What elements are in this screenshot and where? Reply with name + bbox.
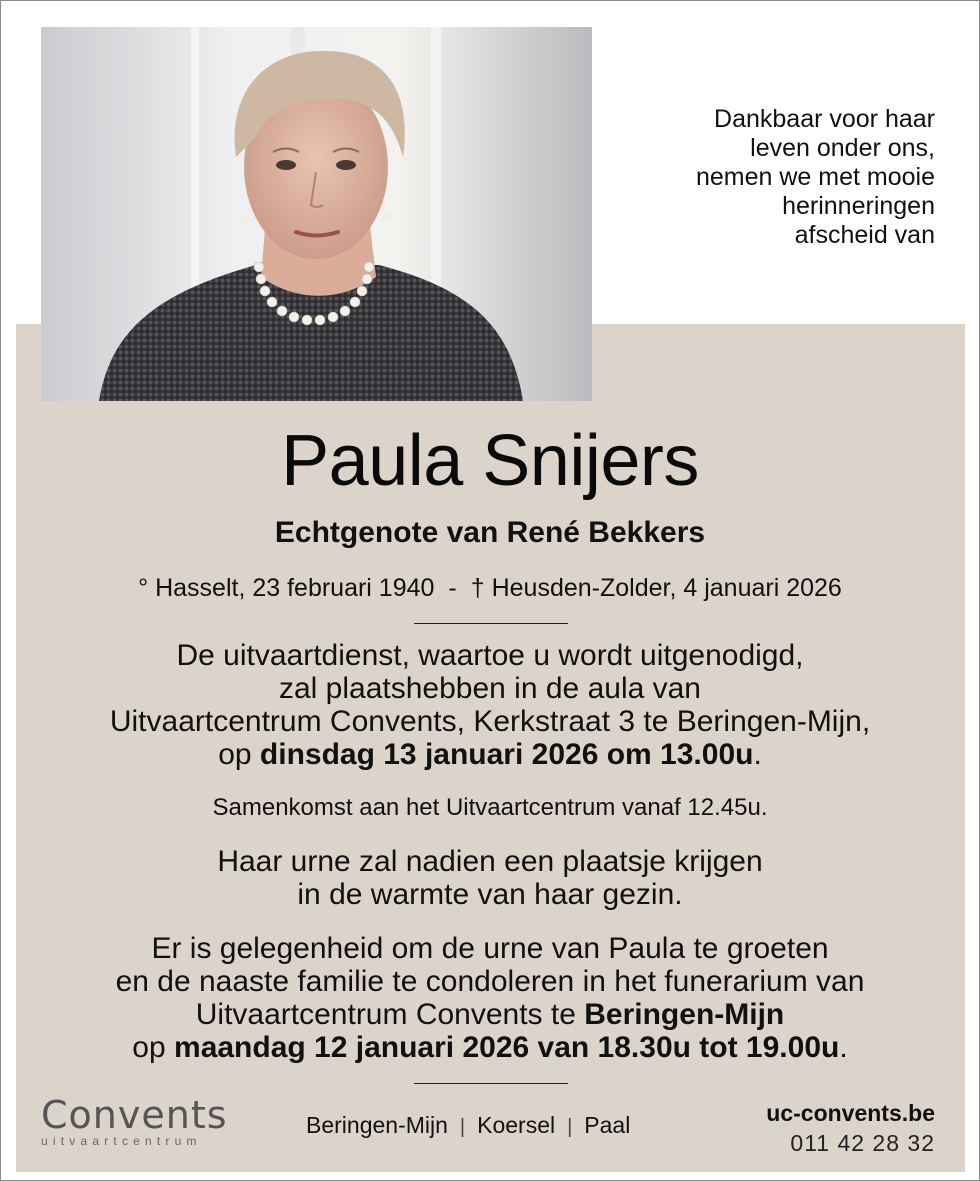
death-date: † Heusden-Zolder, 4 januari 2026 (470, 574, 842, 602)
service-prefix: op (218, 738, 260, 771)
divider-bottom (414, 1083, 568, 1084)
quote-line: herinneringen (782, 192, 935, 220)
visitation-line: Er is gelegenheid om de urne van Paula te groeten (151, 932, 829, 965)
urn-note (1, 845, 979, 911)
opening-quote (605, 105, 935, 250)
convents-logo (41, 1093, 228, 1148)
logo-subtitle: uitvaartcentrum (41, 1134, 202, 1148)
logo-wordmark: Convents (41, 1093, 228, 1137)
website-link[interactable]: uc-convents.be (766, 1100, 935, 1126)
spouse-line: Echtgenote van René Bekkers (274, 516, 706, 549)
life-dates (1, 573, 979, 603)
quote-line: afscheid van (794, 221, 935, 249)
quote-line: nemen we met mooie (695, 163, 935, 191)
deceased-name: Paula Snijers (281, 421, 699, 501)
location-separator: | (459, 1116, 466, 1138)
visitation-prefix: Uitvaartcentrum Convents te (195, 998, 585, 1031)
location-item: Koersel (477, 1112, 556, 1138)
service-line: zal plaatshebben in de aula van (279, 672, 701, 705)
visitation-line: en de naaste familie te condoleren in het funerarium van (115, 965, 865, 998)
location-item: Paal (584, 1112, 631, 1138)
visitation-line (1, 1031, 979, 1064)
location-separator: | (567, 1116, 573, 1138)
birth-date: ° Hasselt, 23 februari 1940 (138, 574, 435, 602)
locations-list (306, 1110, 630, 1142)
service-line: Uitvaartcentrum Convents, Kerkstraat 3 te Beringen-Mijn, (109, 705, 871, 738)
portrait-photo (41, 27, 592, 401)
urn-line: Haar urne zal nadien een plaatsje krijgen (217, 845, 763, 878)
service-datetime: dinsdag 13 januari 2026 om 13.00u (259, 738, 754, 771)
service-line (1, 738, 979, 771)
quote-line: leven onder ons, (750, 134, 935, 162)
visitation-location: Beringen-Mijn (584, 998, 785, 1031)
divider-top (414, 623, 568, 624)
visitation-datetime: maandag 12 januari 2026 van 18.30u tot 19.00u (174, 1031, 840, 1064)
quote-line: Dankbaar voor haar (714, 105, 935, 133)
phone-number[interactable]: 011 42 28 32 (790, 1130, 935, 1156)
visitation-suffix: . (839, 1031, 848, 1064)
visitation-note (1, 932, 979, 1064)
service-announcement (1, 639, 979, 771)
location-item: Beringen-Mijn (306, 1112, 448, 1138)
urn-line: in de warmte van haar gezin. (297, 878, 683, 911)
visitation-line (1, 998, 979, 1031)
contact-info (766, 1098, 935, 1158)
service-line: De uitvaartdienst, waartoe u wordt uitgenodigd, (176, 639, 804, 672)
date-separator: - (448, 574, 457, 602)
service-suffix: . (753, 738, 762, 771)
visitation-prefix: op (132, 1031, 175, 1064)
gathering-note: Samenkomst aan het Uitvaartcentrum vanaf 12.45u. (212, 794, 768, 821)
